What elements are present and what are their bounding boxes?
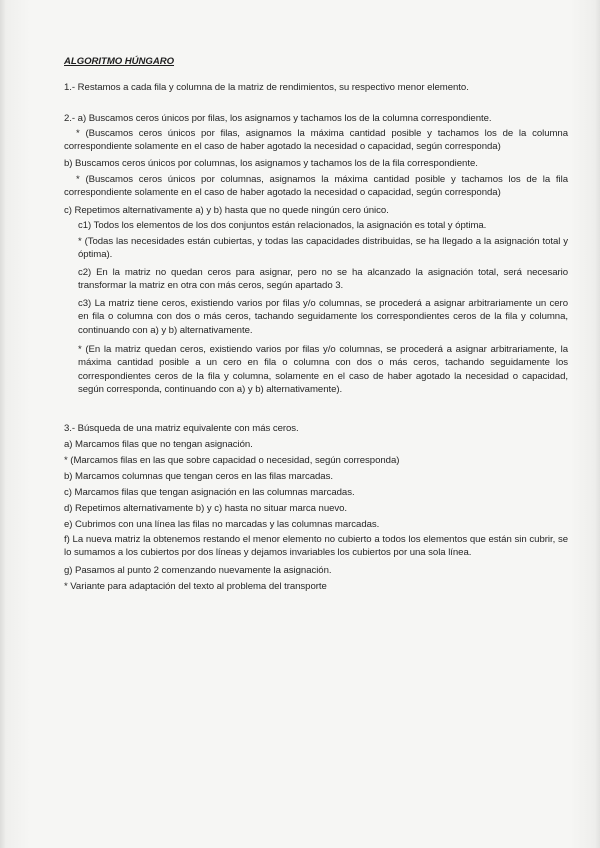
step-3c-text: c) Marcamos filas que tengan asignación en las columnas marcadas. xyxy=(64,487,355,498)
step-2c-text: c) Repetimos alternativamente a) y b) hasta que no quede ningún cero único. xyxy=(64,205,389,216)
step-3d-text: d) Repetimos alternativamente b) y c) hasta no situar marca nuevo. xyxy=(64,503,348,514)
step-2b-note: * (Buscamos ceros únicos por columnas, asignamos la máxima cantidad posible y tachamos los de la fila correspondiente solamente en el caso de haber agotado la necesidad o capacidad, según corresponda) xyxy=(64,174,568,199)
step-3g-text: g) Pasamos al punto 2 comenzando nuevamente la asignación. xyxy=(64,565,332,576)
step-3b-text: b) Marcamos columnas que tengan ceros en las filas marcadas. xyxy=(64,471,333,482)
document-title: ALGORITMO HÚNGARO xyxy=(64,56,175,67)
step-2b-text: b) Buscamos ceros únicos por columnas, los asignamos y tachamos los de la fila correspondiente. xyxy=(64,158,478,169)
step-3a-note: * (Marcamos filas en las que sobre capacidad o necesidad, según corresponda) xyxy=(64,455,400,466)
step-2c1-text: c1) Todos los elementos de los dos conjuntos están relacionados, la asignación es total y óptima. xyxy=(78,220,487,231)
step-3a-text: a) Marcamos filas que no tengan asignación. xyxy=(64,439,253,450)
step-3e-text: e) Cubrimos con una línea las filas no marcadas y las columnas marcadas. xyxy=(64,519,380,530)
step-1-text: 1.- Restamos a cada fila y columna de la matriz de rendimientos, su respectivo menor elemento. xyxy=(64,82,469,93)
transport-variant-note: * Variante para adaptación del texto al problema del transporte xyxy=(64,581,327,592)
step-2c2-text: c2) En la matriz no quedan ceros para asignar, pero no se ha alcanzado la asignación total, será necesario transformar la matriz en otra con más ceros, según apartado 3. xyxy=(78,267,568,292)
step-2c1-note: * (Todas las necesidades están cubiertas, y todas las capacidades distribuidas, se ha llegado a la asignación total y óptima). xyxy=(78,236,568,261)
step-2c3-text: c3) La matriz tiene ceros, existiendo varios por filas y/o columnas, se procederá a asignar arbitrariamente un cero en fila o columna con dos o más ceros, tachando seguidamente los correspondientes ceros de la fila y columna, continuando con a) y b) alternativamente. xyxy=(78,298,568,336)
step-2a-note: * (Buscamos ceros únicos por filas, asignamos la máxima cantidad posible y tachamos los de la columna correspondiente solamente en el caso de haber agotado la necesidad o capacidad, según corresponda) xyxy=(64,128,568,153)
step-2c3-note: * (En la matriz quedan ceros, existiendo varios por filas y/o columnas, se procederá a asignar arbitrariamente, la máxima cantidad posible a un cero en fila o columna con dos o más ceros, tachando seguidamente los correspondientes ceros de la fila y columna, solamente en el caso de haber agotado la necesidad o capacidad, según corresponda, continuando con a) y b) alternativamente). xyxy=(78,344,568,396)
step-2a-text: 2.- a) Buscamos ceros únicos por filas, los asignamos y tachamos los de la columna correspondiente. xyxy=(64,113,492,124)
step-3-heading: 3.- Búsqueda de una matriz equivalente con más ceros. xyxy=(64,423,299,434)
step-3f-text: f) La nueva matriz la obtenemos restando el menor elemento no cubierto a todos los elementos que están sin cubrir, se lo sumamos a los cubiertos por dos líneas y dejamos invariables los cubiertos por una sola línea. xyxy=(64,534,568,559)
